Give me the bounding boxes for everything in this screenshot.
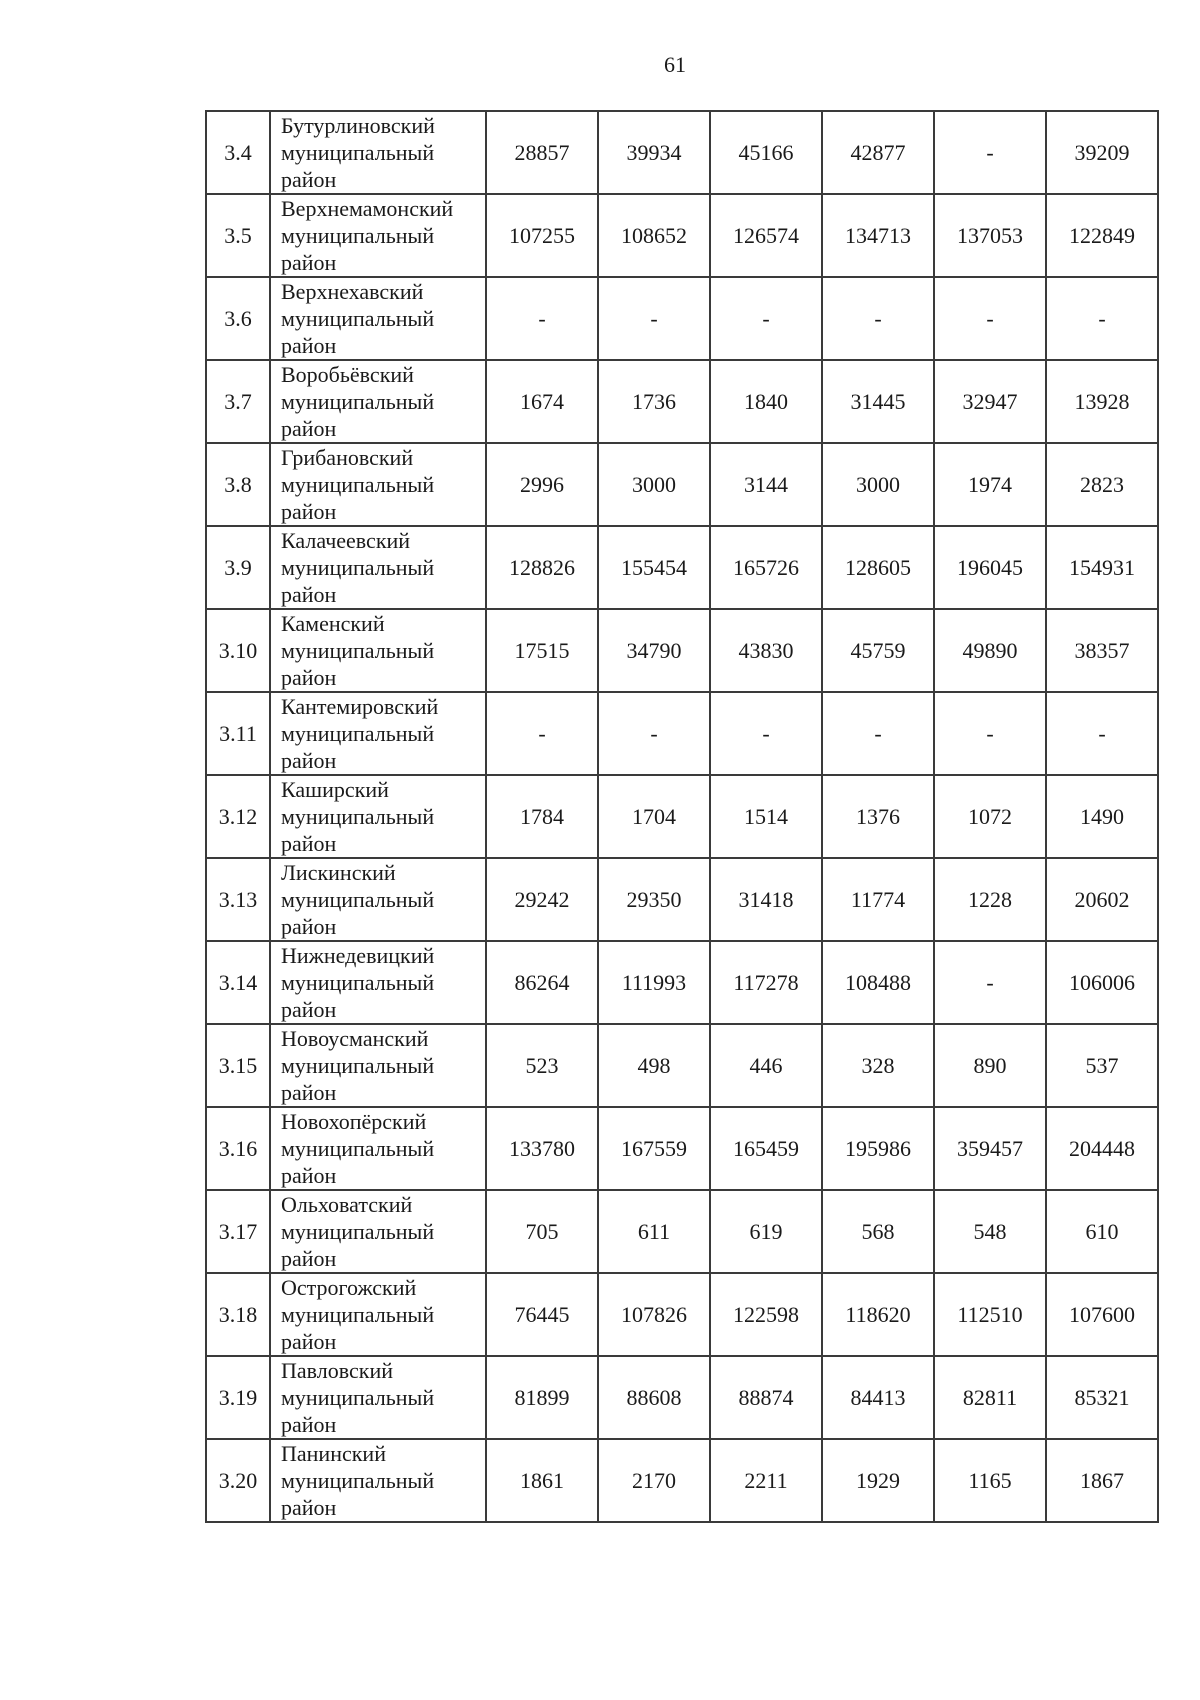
value-cell: 31445 (822, 360, 934, 443)
table-row (206, 1356, 1158, 1439)
value-cell: 112510 (934, 1273, 1046, 1356)
row-number-cell: 3.13 (206, 858, 270, 941)
value-cell: 1514 (710, 775, 822, 858)
value-cell: 107600 (1046, 1273, 1158, 1356)
district-name-line: район (281, 416, 337, 441)
district-name-line: район (281, 997, 337, 1022)
table-row (206, 692, 1158, 775)
district-name-line: район (281, 1495, 337, 1520)
district-name-cell (270, 360, 486, 443)
district-name-line: Острогожский (281, 1275, 417, 1300)
district-name-line: Калачеевский (281, 528, 411, 553)
district-name-cell (270, 1107, 486, 1190)
district-name-cell (270, 1273, 486, 1356)
district-name-line: муниципальный (281, 1302, 435, 1327)
value-cell: 165726 (710, 526, 822, 609)
row-number-cell: 3.7 (206, 360, 270, 443)
value-cell: - (934, 111, 1046, 194)
row-number-cell: 3.11 (206, 692, 270, 775)
district-name-line: район (281, 831, 337, 856)
table-row (206, 1439, 1158, 1522)
table-body (206, 111, 1158, 1522)
row-number-cell: 3.12 (206, 775, 270, 858)
value-cell: 446 (710, 1024, 822, 1107)
district-name-line: Верхнехавский (281, 279, 424, 304)
district-name-line: Каширский (281, 777, 389, 802)
district-name-line: район (281, 1246, 337, 1271)
value-cell: - (934, 941, 1046, 1024)
table-row (206, 277, 1158, 360)
district-name-line: муниципальный (281, 1385, 435, 1410)
table-row (206, 1107, 1158, 1190)
value-cell: 118620 (822, 1273, 934, 1356)
district-name-cell (270, 1439, 486, 1522)
row-number-cell: 3.8 (206, 443, 270, 526)
value-cell: 1674 (486, 360, 598, 443)
district-name-line: район (281, 333, 337, 358)
value-cell: 49890 (934, 609, 1046, 692)
value-cell: 537 (1046, 1024, 1158, 1107)
value-cell: 1704 (598, 775, 710, 858)
district-name-line: Новохопёрский (281, 1109, 427, 1134)
value-cell: 133780 (486, 1107, 598, 1190)
district-name-line: муниципальный (281, 970, 435, 995)
district-name-line: муниципальный (281, 721, 435, 746)
value-cell: 1072 (934, 775, 1046, 858)
value-cell: 117278 (710, 941, 822, 1024)
value-cell: 126574 (710, 194, 822, 277)
value-cell: 196045 (934, 526, 1046, 609)
district-name-line: Грибановский (281, 445, 414, 470)
value-cell: 705 (486, 1190, 598, 1273)
value-cell: 128605 (822, 526, 934, 609)
value-cell: 76445 (486, 1273, 598, 1356)
district-name-line: Павловский (281, 1358, 393, 1383)
value-cell: 85321 (1046, 1356, 1158, 1439)
district-name-line: Лискинский (281, 860, 396, 885)
value-cell: 107826 (598, 1273, 710, 1356)
table-row (206, 1190, 1158, 1273)
value-cell: 38357 (1046, 609, 1158, 692)
value-cell: 1861 (486, 1439, 598, 1522)
district-name-cell (270, 941, 486, 1024)
district-name-line: район (281, 748, 337, 773)
value-cell: 39934 (598, 111, 710, 194)
value-cell: 122849 (1046, 194, 1158, 277)
value-cell: 3000 (822, 443, 934, 526)
row-number-cell: 3.6 (206, 277, 270, 360)
value-cell: 1929 (822, 1439, 934, 1522)
value-cell: 17515 (486, 609, 598, 692)
value-cell: 167559 (598, 1107, 710, 1190)
value-cell: 328 (822, 1024, 934, 1107)
district-name-cell (270, 443, 486, 526)
value-cell: 3000 (598, 443, 710, 526)
value-cell: 34790 (598, 609, 710, 692)
district-name-line: муниципальный (281, 472, 435, 497)
value-cell: 1840 (710, 360, 822, 443)
district-name-line: Панинский (281, 1441, 386, 1466)
row-number-cell: 3.17 (206, 1190, 270, 1273)
table-row (206, 526, 1158, 609)
value-cell: 1228 (934, 858, 1046, 941)
district-name-cell (270, 111, 486, 194)
district-name-cell (270, 1024, 486, 1107)
value-cell: - (822, 692, 934, 775)
table-row (206, 941, 1158, 1024)
value-cell: - (486, 692, 598, 775)
value-cell: 2823 (1046, 443, 1158, 526)
value-cell: 619 (710, 1190, 822, 1273)
value-cell: 106006 (1046, 941, 1158, 1024)
district-name-line: муниципальный (281, 1053, 435, 1078)
row-number-cell: 3.20 (206, 1439, 270, 1522)
value-cell: 82811 (934, 1356, 1046, 1439)
value-cell: 568 (822, 1190, 934, 1273)
value-cell: 523 (486, 1024, 598, 1107)
district-name-line: район (281, 582, 337, 607)
district-name-line: район (281, 914, 337, 939)
row-number-cell: 3.18 (206, 1273, 270, 1356)
value-cell: 28857 (486, 111, 598, 194)
row-number-cell: 3.9 (206, 526, 270, 609)
value-cell: - (1046, 692, 1158, 775)
value-cell: 3144 (710, 443, 822, 526)
value-cell: 154931 (1046, 526, 1158, 609)
table-row (206, 1273, 1158, 1356)
row-number-cell: 3.19 (206, 1356, 270, 1439)
value-cell: 108652 (598, 194, 710, 277)
value-cell: - (486, 277, 598, 360)
data-table (205, 110, 1159, 1523)
district-name-line: район (281, 1329, 337, 1354)
table-row (206, 194, 1158, 277)
value-cell: 86264 (486, 941, 598, 1024)
page-number: 61 (664, 52, 686, 77)
row-number-cell: 3.5 (206, 194, 270, 277)
value-cell: 42877 (822, 111, 934, 194)
value-cell: 32947 (934, 360, 1046, 443)
value-cell: - (1046, 277, 1158, 360)
district-name-line: Ольховатский (281, 1192, 413, 1217)
district-name-line: муниципальный (281, 638, 435, 663)
value-cell: 45759 (822, 609, 934, 692)
value-cell: - (710, 692, 822, 775)
value-cell: 204448 (1046, 1107, 1158, 1190)
district-name-cell (270, 526, 486, 609)
district-name-line: муниципальный (281, 887, 435, 912)
value-cell: 1490 (1046, 775, 1158, 858)
district-name-line: муниципальный (281, 223, 435, 248)
value-cell: 359457 (934, 1107, 1046, 1190)
value-cell: 2996 (486, 443, 598, 526)
row-number-cell: 3.16 (206, 1107, 270, 1190)
district-name-line: муниципальный (281, 140, 435, 165)
value-cell: 88874 (710, 1356, 822, 1439)
value-cell: 122598 (710, 1273, 822, 1356)
district-name-line: муниципальный (281, 555, 435, 580)
value-cell: - (934, 692, 1046, 775)
value-cell: 1867 (1046, 1439, 1158, 1522)
value-cell: 108488 (822, 941, 934, 1024)
value-cell: 1974 (934, 443, 1046, 526)
value-cell: 111993 (598, 941, 710, 1024)
district-name-line: район (281, 250, 337, 275)
value-cell: 1736 (598, 360, 710, 443)
district-name-line: Бутурлиновский (281, 113, 435, 138)
value-cell: 128826 (486, 526, 598, 609)
value-cell: - (710, 277, 822, 360)
district-name-cell (270, 1190, 486, 1273)
district-name-cell (270, 692, 486, 775)
table-row (206, 1024, 1158, 1107)
district-name-cell (270, 194, 486, 277)
row-number-cell: 3.15 (206, 1024, 270, 1107)
value-cell: 1376 (822, 775, 934, 858)
value-cell: 610 (1046, 1190, 1158, 1273)
district-name-line: Нижнедевицкий (281, 943, 435, 968)
value-cell: 39209 (1046, 111, 1158, 194)
district-name-cell (270, 1356, 486, 1439)
value-cell: 1784 (486, 775, 598, 858)
district-name-line: район (281, 1163, 337, 1188)
row-number-cell: 3.4 (206, 111, 270, 194)
district-name-line: Верхнемамонский (281, 196, 454, 221)
value-cell: 548 (934, 1190, 1046, 1273)
row-number-cell: 3.14 (206, 941, 270, 1024)
value-cell: 29350 (598, 858, 710, 941)
district-name-line: район (281, 167, 337, 192)
value-cell: 2211 (710, 1439, 822, 1522)
district-name-line: Новоусманский (281, 1026, 429, 1051)
district-name-cell (270, 277, 486, 360)
value-cell: 155454 (598, 526, 710, 609)
table-row (206, 111, 1158, 194)
table-row (206, 443, 1158, 526)
district-name-cell (270, 609, 486, 692)
value-cell: 498 (598, 1024, 710, 1107)
value-cell: 45166 (710, 111, 822, 194)
value-cell: 31418 (710, 858, 822, 941)
value-cell: 84413 (822, 1356, 934, 1439)
table-row (206, 360, 1158, 443)
district-name-line: район (281, 1080, 337, 1105)
district-name-line: муниципальный (281, 306, 435, 331)
value-cell: 107255 (486, 194, 598, 277)
district-name-line: муниципальный (281, 389, 435, 414)
value-cell: 81899 (486, 1356, 598, 1439)
value-cell: 88608 (598, 1356, 710, 1439)
district-name-line: Кантемировский (281, 694, 439, 719)
district-name-line: муниципальный (281, 1468, 435, 1493)
district-name-line: район (281, 665, 337, 690)
value-cell: 43830 (710, 609, 822, 692)
value-cell: 611 (598, 1190, 710, 1273)
district-name-line: муниципальный (281, 1219, 435, 1244)
value-cell: 29242 (486, 858, 598, 941)
district-name-cell (270, 858, 486, 941)
value-cell: - (598, 277, 710, 360)
value-cell: 165459 (710, 1107, 822, 1190)
value-cell: 2170 (598, 1439, 710, 1522)
table-row (206, 775, 1158, 858)
value-cell: - (822, 277, 934, 360)
district-name-line: район (281, 499, 337, 524)
value-cell: 13928 (1046, 360, 1158, 443)
value-cell: 195986 (822, 1107, 934, 1190)
value-cell: 1165 (934, 1439, 1046, 1522)
row-number-cell: 3.10 (206, 609, 270, 692)
value-cell: 11774 (822, 858, 934, 941)
value-cell: 20602 (1046, 858, 1158, 941)
district-name-line: Воробьёвский (281, 362, 414, 387)
district-name-line: район (281, 1412, 337, 1437)
value-cell: - (934, 277, 1046, 360)
value-cell: - (598, 692, 710, 775)
district-name-line: Каменский (281, 611, 385, 636)
value-cell: 137053 (934, 194, 1046, 277)
value-cell: 134713 (822, 194, 934, 277)
district-name-cell (270, 775, 486, 858)
district-name-line: муниципальный (281, 804, 435, 829)
value-cell: 890 (934, 1024, 1046, 1107)
district-name-line: муниципальный (281, 1136, 435, 1161)
table-row (206, 609, 1158, 692)
table-row (206, 858, 1158, 941)
